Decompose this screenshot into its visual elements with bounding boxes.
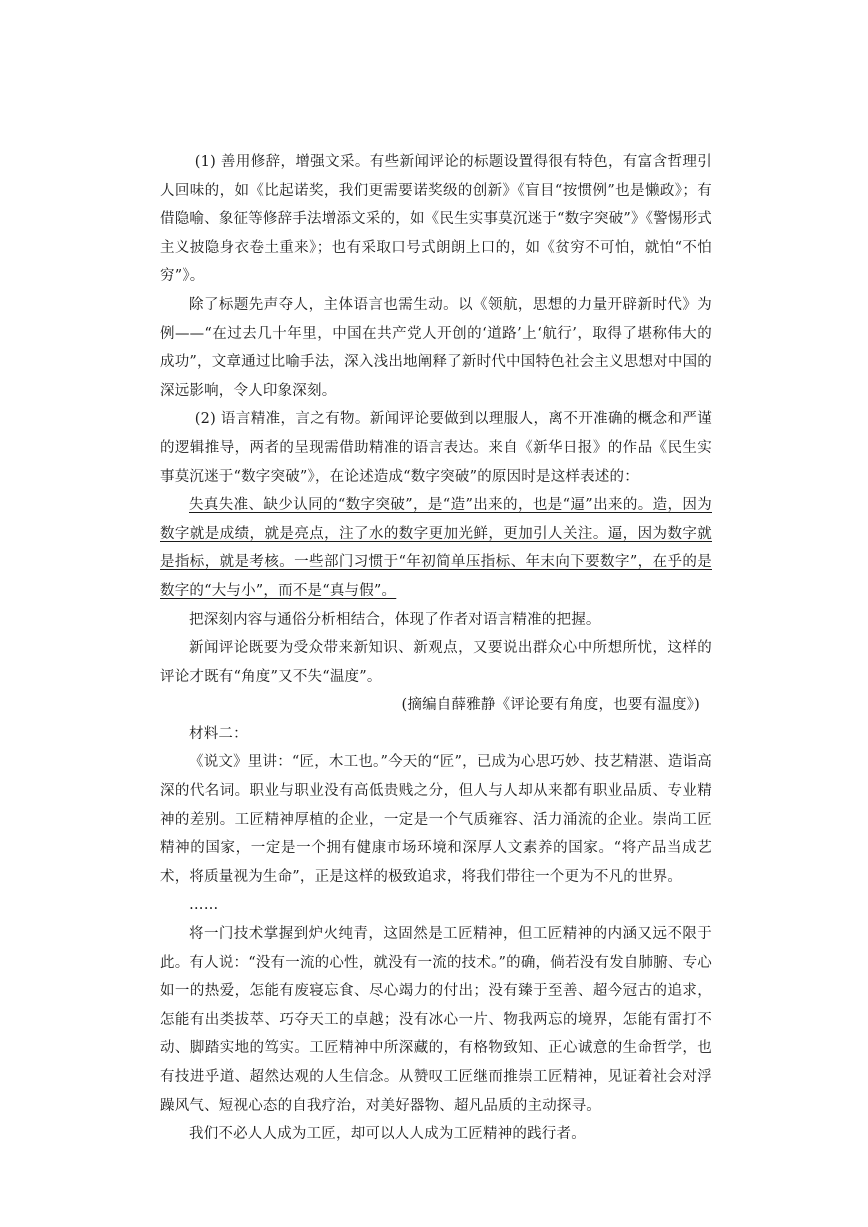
paragraph-angle-warmth: 新闻评论既要为受众带来新知识、新观点，又要说出群众心中所想所忧，这样的评论才既有“角度”又不失“温度”。 (160, 640, 712, 685)
paragraph-precise-language: (2) 语言精准，言之有物。新闻评论要做到以理服人，离不开准确的概念和严谨的逻辑推导，两者的呈现需借助精准的语言表达。来自《新华日报》的作品《民生实事莫沉迷于“数字突破”》，在论述造成“数字突破”的原因时是这样表述的： (160, 411, 712, 485)
source-citation: (摘编自薛雅静《评论要有角度，也要有温度》) (401, 697, 700, 714)
material-two-label: 材料二： (189, 725, 248, 742)
paragraph-precision-summary: 把深刻内容与通俗分析相结合，体现了作者对语言精准的把握。 (189, 611, 601, 628)
paragraph-craftsman-spirit: 将一门技术掌握到炉火纯青，这固然是工匠精神，但工匠精神的内涵又远不限于此。有人说：“没有一流的心性，就没有一流的技术。”的确，倘若没有发自肺腑、专心如一的热爱，怎能有废寝忘食、尽心竭力的付出；没有臻于至善、超今冠古的追求，怎能有出类拔萃、巧夺天工的卓越；没有冰心一片、物我两忘的境界，怎能有雷打不动、脚踏实地的笃实。工匠精神中所深藏的，有格物致知、正心诚意的生命哲学，也有技进乎道、超然达观的人生信念。从赞叹工匠继而推崇工匠精神，见证着社会对浮躁风气、短视心态的自我疗治，对美好器物、超凡品质的主动探寻。 (160, 926, 712, 1114)
paragraph-main-language: 除了标题先声夺人，主体语言也需生动。以《领航，思想的力量开辟新时代》为例——“在过去几十年里，中国在共产党人开创的‘道路’上‘航行’，取得了堪称伟大的成功”，文章通过比喻手法，深入浅出地阐释了新时代中国特色社会主义思想对中国的深远影响，令人印象深刻。 (160, 296, 712, 399)
quoted-passage (160, 491, 712, 605)
paragraph-craftsman-definition: 《说文》里讲：“匠，木工也。”今天的“匠”，已成为心思巧妙、技艺精湛、造诣高深的代名词。职业与职业没有高低贵贱之分，但人与人却从来都有职业品质、专业精神的差别。工匠精神厚植的企业，一定是一个气质雍容、活力涌流的企业。崇尚工匠精神的国家，一定是一个拥有健康市场环境和深厚人文素养的国家。“将产品当成艺术，将质量视为生命”，正是这样的极致追求，将我们带往一个更为不凡的世界。 (160, 754, 712, 885)
ellipsis: …… (189, 897, 219, 914)
quoted-passage-text: 失真失准、缺少认同的“数字突破”，是“造”出来的，也是“逼”出来的。造，因为数字就是成绩，就是亮点，注了水的数字更加光鲜，更加引人关注。逼，因为数字就是指标，就是考核。一些部门习惯于“年初简单压指标、年末向下要数字”，在乎的是数字的“大与小”，而不是“真与假”。 (160, 497, 712, 599)
paragraph-rhetoric: (1) 善用修辞，增强文采。有些新闻评论的标题设置得很有特色，有富含哲理引人回味的，如《比起诺奖，我们更需要诺奖级的创新》《盲目“按惯例”也是懒政》；有借隐喻、象征等修辞手法增添文采的，如《民生实事莫沉迷于“数字突破”》《警惕形式主义披隐身衣卷土重来》；也有采取口号式朗朗上口的，如《贫穷不可怕，就怕“不怕穷”》。 (160, 154, 712, 285)
document-body (160, 148, 712, 1149)
paragraph-conclusion: 我们不必人人成为工匠，却可以人人成为工匠精神的践行者。 (189, 1126, 586, 1143)
